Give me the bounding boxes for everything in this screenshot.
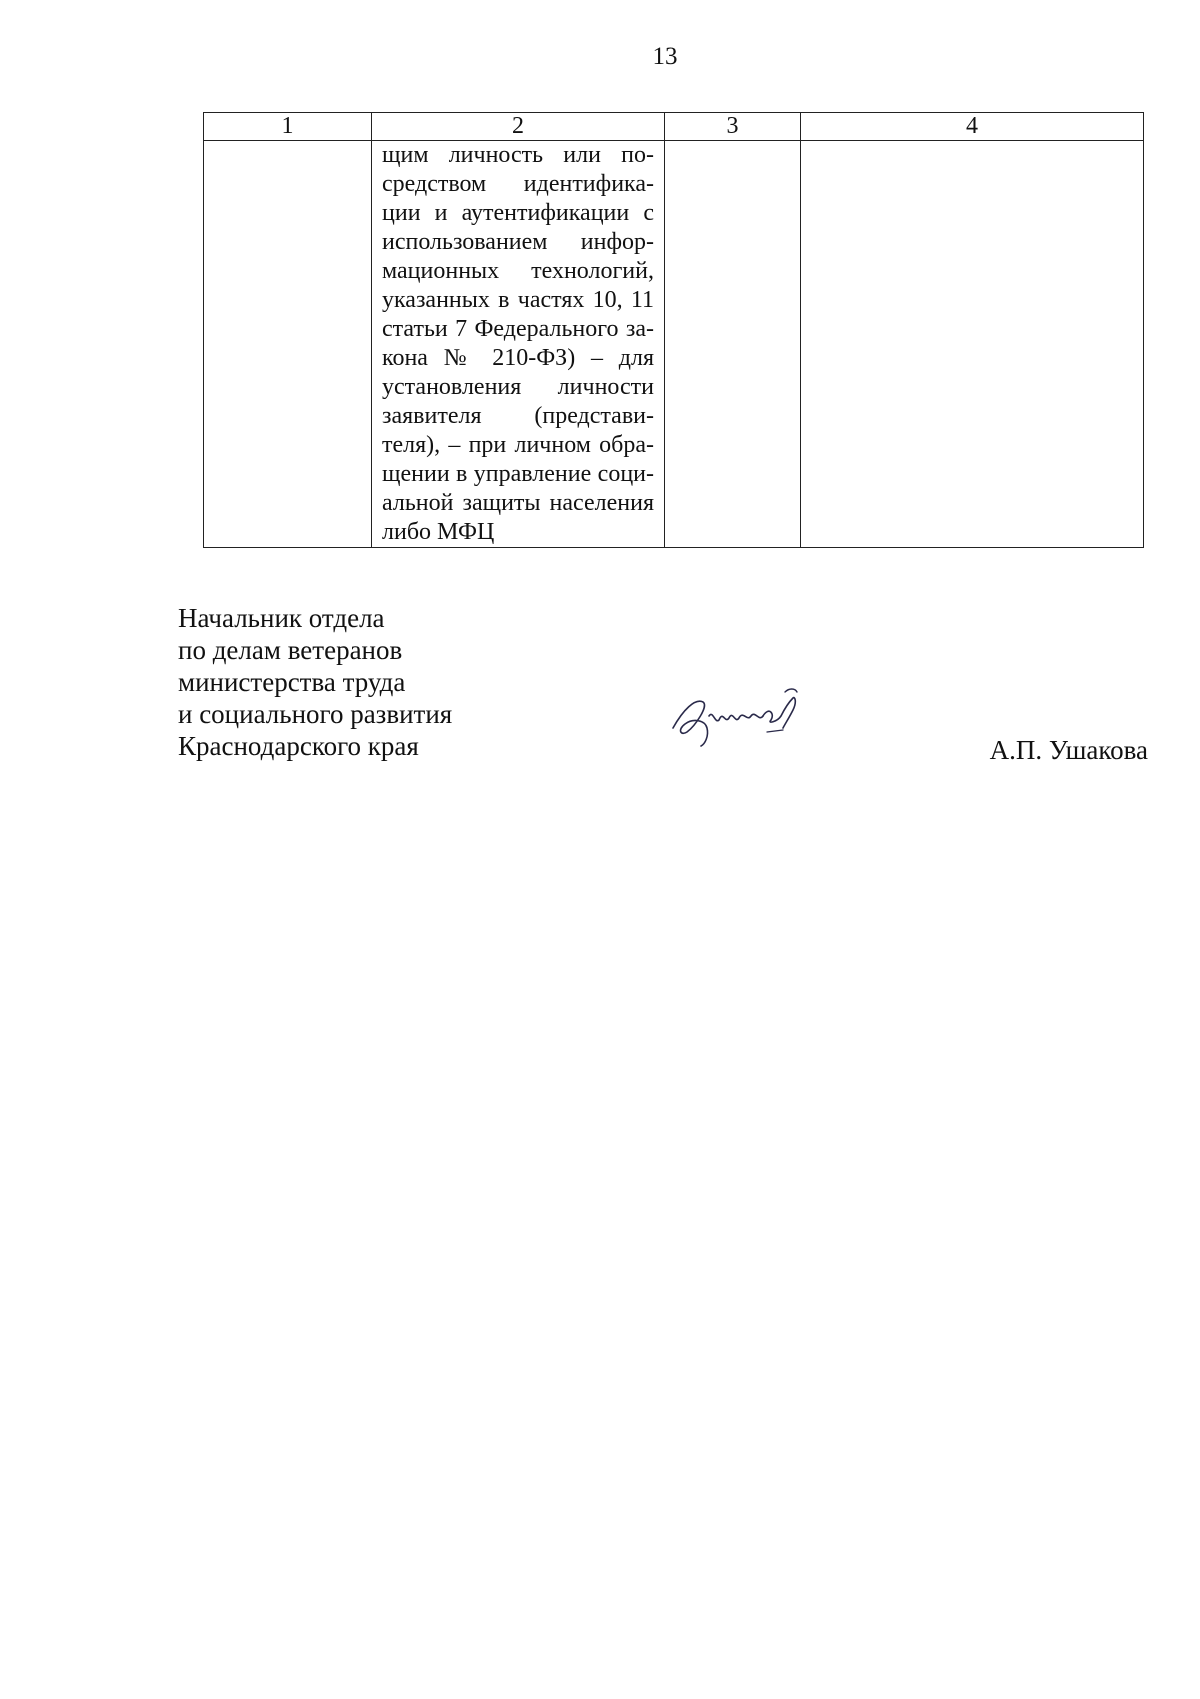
column-header-4: 4 (801, 113, 1144, 141)
signatory-title-line: и социального развития (178, 699, 453, 729)
text-line: ции и аутентификации с (382, 200, 654, 226)
cell-col2 (372, 141, 665, 548)
signatory-title (178, 602, 452, 762)
text-line: мационных технологий, (382, 258, 654, 284)
page-number: 13 (652, 43, 678, 70)
text-line: указанных в частях 10, 11 (382, 287, 654, 313)
column-header-1: 1 (204, 113, 372, 141)
handwritten-signature-icon (665, 680, 815, 750)
column-header-2: 2 (372, 113, 665, 141)
signatory-title-line: Краснодарского края (178, 731, 419, 761)
column-header-3: 3 (665, 113, 801, 141)
table-row (204, 141, 1144, 548)
signatory-title-line: Начальник отдела (178, 603, 385, 633)
text-line: теля), – при личном обра- (382, 432, 654, 458)
text-line: щим личность или по- (382, 142, 654, 168)
text-line: статьи 7 Федерального за- (382, 316, 654, 342)
text-line: щении в управление соци- (382, 461, 654, 487)
cell-col4 (801, 141, 1144, 548)
signer-name: А.П. Ушакова (989, 735, 1148, 765)
text-line: альной защиты населения (382, 490, 654, 516)
text-line: средством идентифика- (382, 171, 654, 197)
text-line: использованием инфор- (382, 229, 654, 255)
text-line: либо МФЦ (382, 519, 495, 545)
cell-col1 (204, 141, 372, 548)
document-table (203, 112, 1144, 548)
cell-col2-text (382, 141, 654, 547)
cell-col3 (665, 141, 801, 548)
text-line: установления личности (382, 374, 654, 400)
text-line: кона № 210-ФЗ) – для (382, 345, 654, 371)
signatory-title-line: по делам ветеранов (178, 635, 403, 665)
table-header-row (204, 113, 1144, 141)
signatory-title-line: министерства труда (178, 667, 406, 697)
text-line: заявителя (представи- (382, 403, 654, 429)
